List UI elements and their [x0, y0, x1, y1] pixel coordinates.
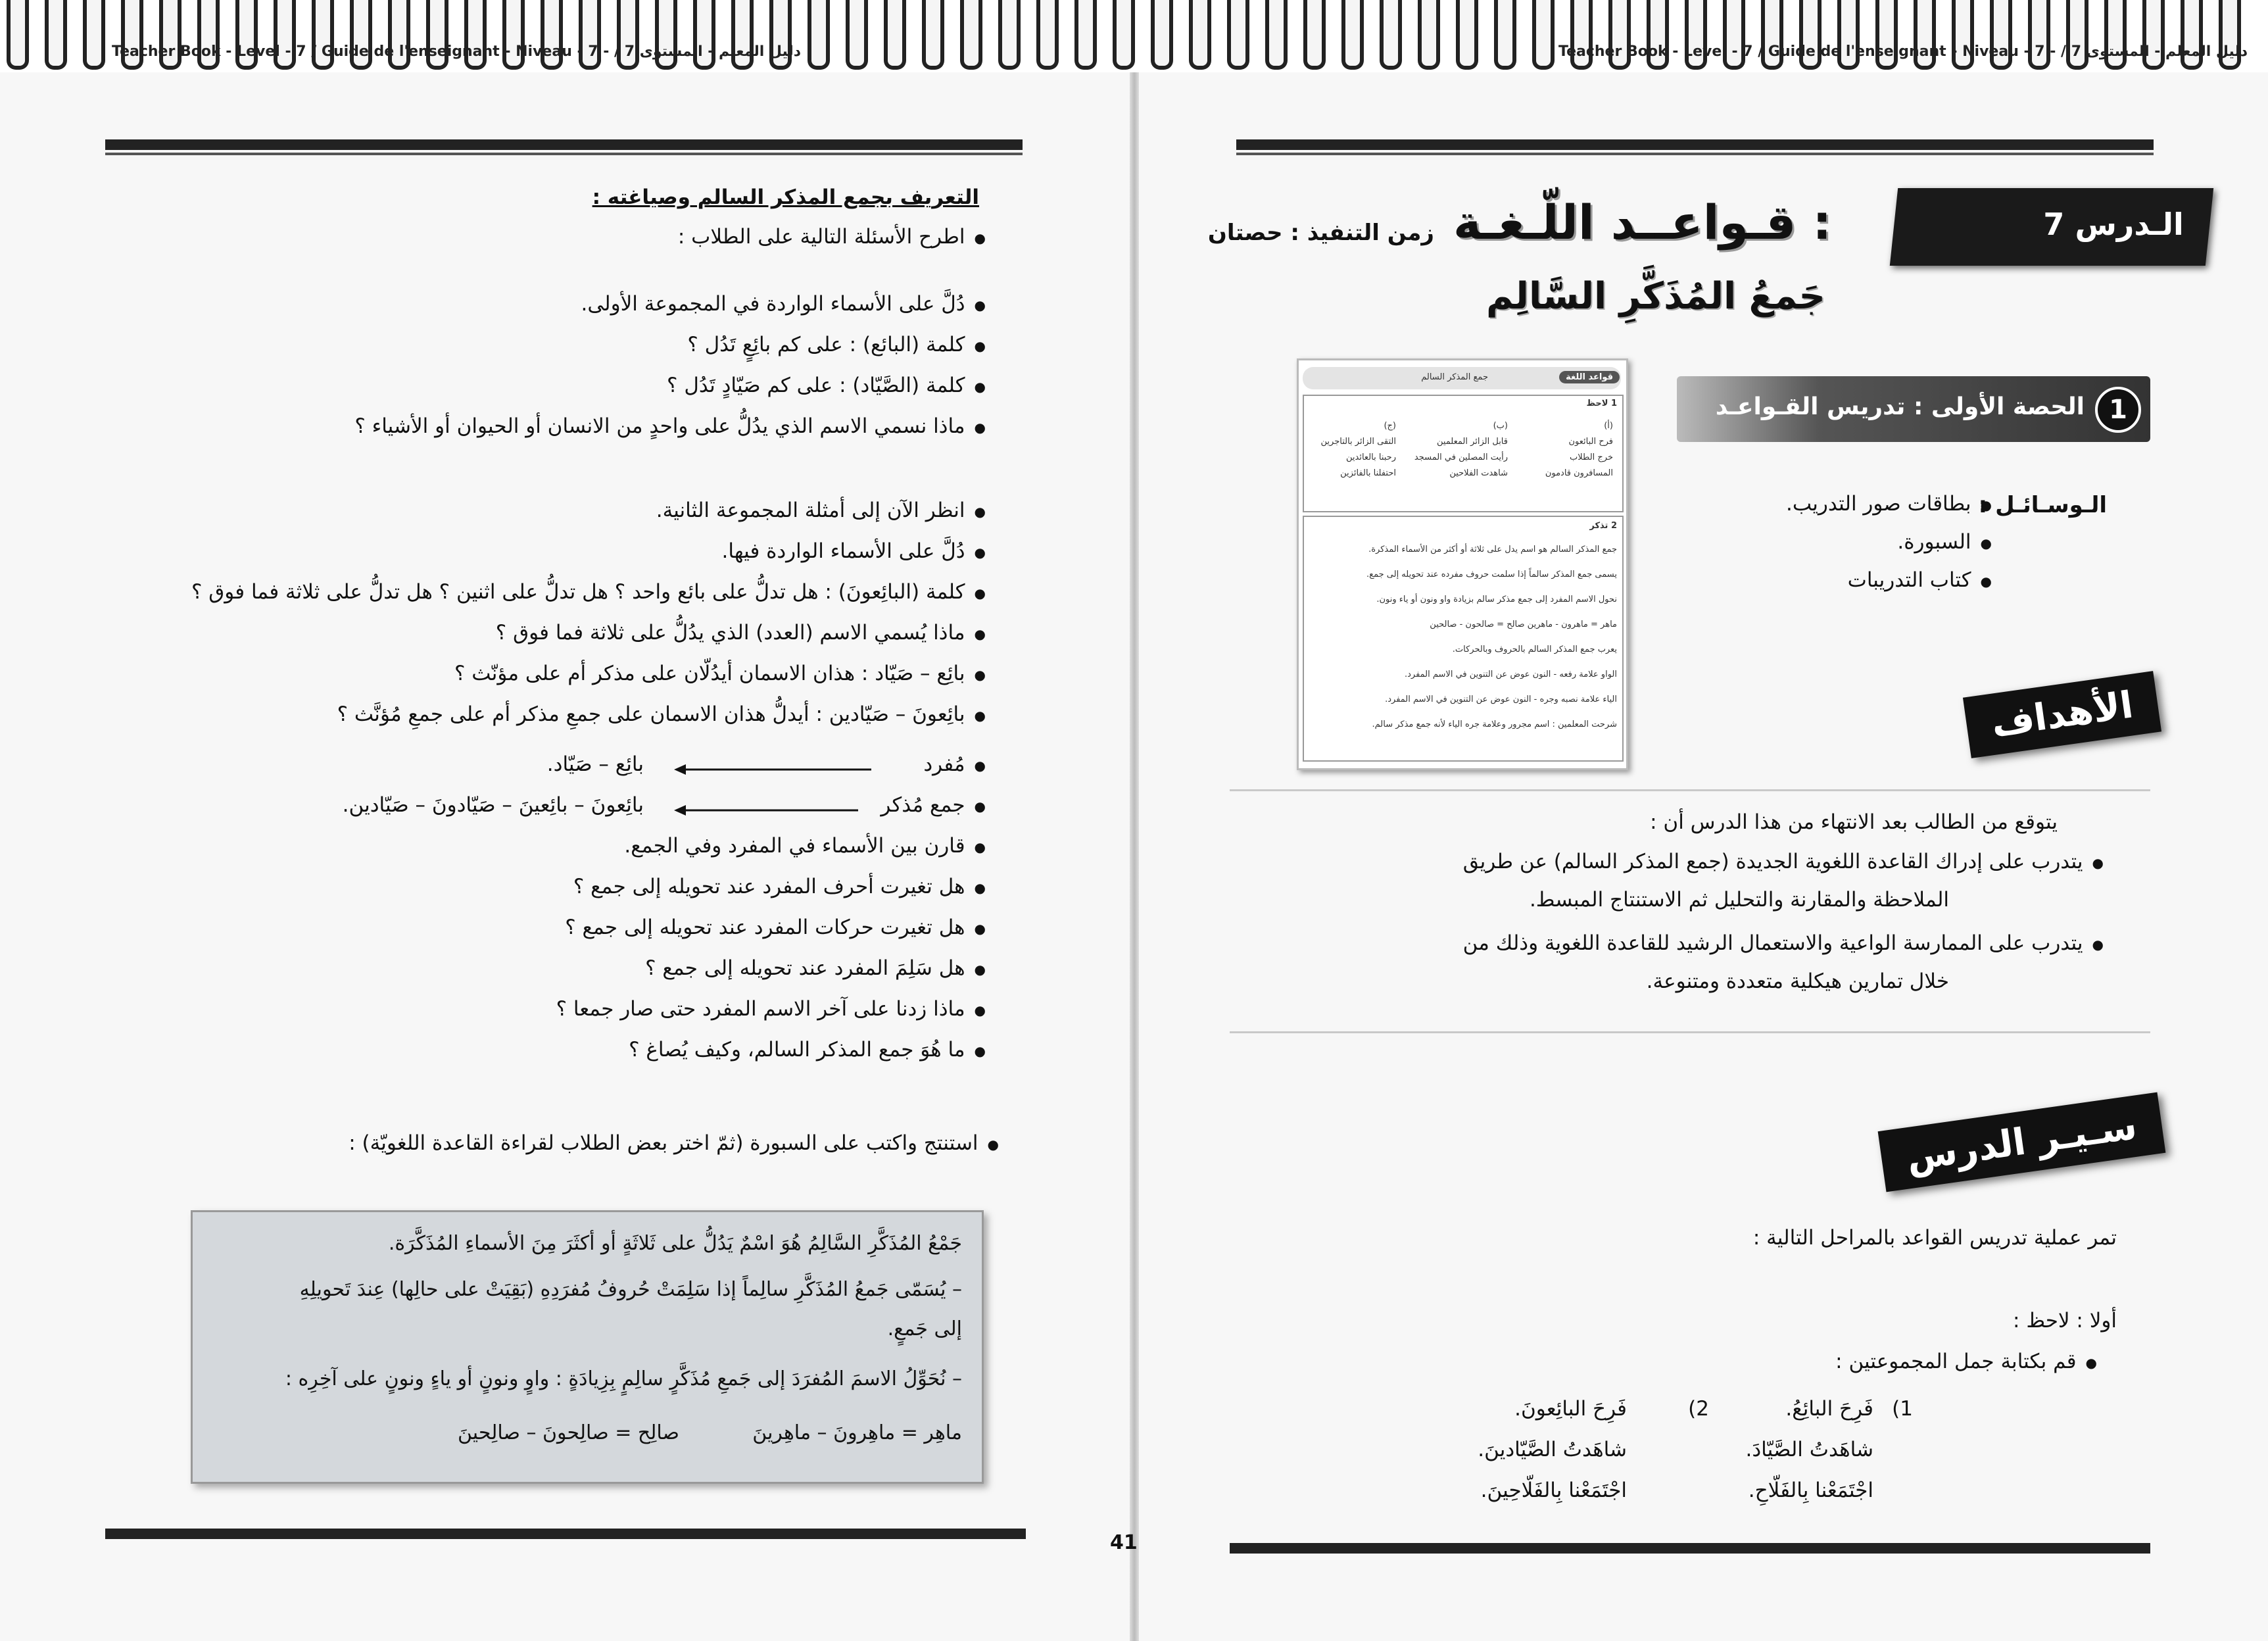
spiral-ring: [1189, 0, 1211, 70]
spiral-ring: [45, 0, 67, 70]
rule-box: [191, 1210, 984, 1484]
spiral-ring: [884, 0, 906, 70]
page-number: 41: [1110, 1531, 1138, 1554]
goal-item: ● يتدرب على إدراك القاعدة اللغوية الجديدة (جمع المذكر السالم) عن طريق: [1463, 850, 2104, 873]
spiral-binding: [0, 0, 2268, 72]
lesson-title: قـواعــد اللّـغـة :: [1453, 195, 1832, 250]
goals-intro: يتوقع من الطالب بعد الانتهاء من هذا الدرس أن :: [1650, 810, 2058, 834]
spiral-ring: [1113, 0, 1135, 70]
spiral-ring: [1036, 0, 1059, 70]
question-item: ● انظر الآن إلى أمثلة المجموعة الثانية.: [656, 499, 986, 522]
spiral-ring: [1456, 0, 1478, 70]
lesson-number-tab: الـدرس 7: [1890, 188, 2213, 266]
session-banner: [1677, 376, 2150, 442]
spiral-ring: [1151, 0, 1173, 70]
right-header-rule: [1236, 139, 2154, 150]
group1-sentence: شاهَدتُ الصَّيّادَ.: [1745, 1438, 1873, 1461]
tools-label: الـوسـائـل :: [1978, 492, 2107, 518]
plural-label: ● جمع مُذكر: [881, 793, 986, 817]
rule-example: صالِح = صالِحونَ – صالِحينَ: [457, 1421, 679, 1444]
spiral-ring: [998, 0, 1021, 70]
divider: [1230, 1031, 2150, 1033]
question-item: ● بائِعونَ – صَيّادين : أيدلُّ هذان الاسمان على جمعِ مذكر أم على جمعِ مُؤنَّث ؟: [337, 702, 986, 726]
spiral-ring: [83, 0, 105, 70]
question-item: ● هل سَلِمَ المفرد عند تحويله إلى جمع ؟: [645, 956, 986, 980]
question-item: ● هل تغيرت حركات المفرد عند تحويله إلى جمع ؟: [565, 916, 986, 939]
spiral-ring: [1532, 0, 1555, 70]
goal-item: ● يتدرب على الممارسة الواعية والاستعمال الرشيد للقاعدة اللغوية وذلك من: [1463, 931, 2104, 955]
section-heading: التعريف بجمع المذكر السالم وصياغته :: [592, 185, 979, 209]
spiral-ring: [922, 0, 944, 70]
session-number: 1: [2095, 387, 2141, 433]
spiral-ring: [1341, 0, 1364, 70]
question-item: ● كلمة (البائِعونَ) : هل تدلُّ على بائع واحد ؟ هل تدلُّ على اثنين ؟ هل تدلُّ على ثلاثة فما فوق ؟: [191, 580, 986, 604]
group1-sentence: اجْتَمَعْنا بِالفَلّاحِ.: [1748, 1479, 1873, 1502]
right-footer-rule: [1230, 1543, 2150, 1554]
question-item: ● كلمة (الصَّيّاد) : على كم صَيّادٍ تَدُل ؟: [667, 374, 986, 397]
question-item: ● كلمة (البائع) : على كم بائِعٍ تَدُل ؟: [687, 333, 986, 356]
conclude-instruction: ● استنتج واكتب على السبورة (ثمّ اختر بعض الطلاب لقراءة القاعدة اللغويّة) :: [349, 1131, 999, 1155]
question-item: ● ماذا زدنا على آخر الاسم المفرد حتى صار جمعا ؟: [556, 997, 986, 1021]
page-gutter: [1130, 72, 1139, 1641]
question-item: ● ما هُوَ جمع المذكر السالم، وكيف يُصاغ ؟: [629, 1038, 986, 1062]
ask-instruction: ● اطرح الأسئلة التالية على الطلاب :: [678, 225, 986, 249]
tool-item: ● كتاب التدريبات: [1848, 568, 1992, 592]
spiral-ring: [1418, 0, 1440, 70]
group2-sentence: فَرِحَ البائِعونَ.: [1514, 1397, 1627, 1421]
group2-sentence: شاهَدتُ الصَّيّادينَ.: [1478, 1438, 1627, 1461]
arrow-icon: [674, 762, 871, 777]
group2-number: 2): [1688, 1397, 1709, 1421]
rule-line: إلى جَمعٍ.: [887, 1317, 962, 1340]
write-groups-instruction: ● قم بكتابة جمل المجموعتين :: [1835, 1350, 2097, 1373]
spiral-ring: [846, 0, 868, 70]
session-label: الحصة الأولى : تدريس القـواعـد: [1715, 393, 2085, 420]
question-item: ● ماذا يُسمي الاسم (العدد) الذي يدُلُّ على ثلاثة فما فوق ؟: [496, 621, 986, 645]
goals-stamp: الأهداف: [1963, 671, 2161, 758]
question-item: ● دُلَّ على الأسماء الواردة فيها.: [722, 539, 986, 563]
question-item: ● ماذا نسمي الاسم الذي يدُلُّ على واحدٍ من الانسان أو الحيوان أو الأشياء ؟: [354, 414, 986, 438]
left-page-header: Teacher Book - Level - 7 / Guide de l'enseignant - Niveau - 7 - / دليل المعلم - المستوى 7: [112, 43, 802, 60]
singular-label: ● مُفرد: [923, 752, 986, 776]
question-item: ● دُلَّ على الأسماء الواردة في المجموعة الأولى.: [581, 292, 986, 316]
tool-item: ● بطاقات صور التدريب.: [1786, 492, 1992, 516]
right-header-rule-thin: [1236, 153, 2154, 155]
group1-sentence: فَرِحَ البائِعُ.: [1785, 1397, 1873, 1421]
spiral-ring: [7, 0, 29, 70]
spiral-ring: [1303, 0, 1326, 70]
group1-number: 1): [1892, 1397, 1913, 1421]
divider: [1230, 789, 2150, 791]
process-intro: تمر عملية تدريس القواعد بالمراحل التالية :: [1752, 1226, 2117, 1250]
rule-example: ماهِر = ماهِرونَ – ماهِرينَ: [752, 1421, 962, 1444]
plural-value: بائِعونَ – بائِعينَ – صَيّادونَ – صَيّادين.: [342, 793, 644, 817]
spiral-ring: [1074, 0, 1097, 70]
spiral-ring: [1265, 0, 1288, 70]
spiral-ring: [960, 0, 982, 70]
left-header-rule-thin: [105, 153, 1023, 155]
step-observe: أولا : لاحظ :: [2013, 1309, 2117, 1333]
textbook-page-thumbnail: قواعد اللغة جمع المذكر السالم 1 لاحظ (أ) فرح البائعون خرج الطلاب المسافرون قادمون (ب) قابل الزائر المعلمين رأيت المصلين في المسجد شاهدت الفلاحين (ج) التقى الزائر بالتاجرين رحبنا بالعائدين احتفلنا بالفائزين 2 تذكر جمع المذكر السالم هو اسم يدل على ثلاثة أو أكثر من الأسماء المذكرة. يسمى جمع المذكر سالماً إذا سلمت حروف مفرده عند تحويله إلى جمع. نحول الاسم المفرد إلى جمع مذكر سالم بزيادة واو ونون أو ياء ونون. ماهر = ماهرون - ماهرين صالح = صالحون - صالحين يعرب جمع المذكر السالم بالحروف وبالحركات. الواو علامة رفعه - النون عوض عن التنوين في الاسم المفرد. الياء علامة نصبه وجره - النون عوض عن التنوين في الاسم المفرد. شرحت المعلمين : اسم مجرور وعلامة جره الياء لأنه جمع مذكر سالم.: [1297, 358, 1628, 770]
goal-item-cont: خلال تمارين هيكلية متعددة ومتنوعة.: [1646, 969, 1949, 993]
lesson-duration: زمن التنفيذ : حصتان: [1207, 220, 1434, 246]
lesson-subtitle: جَمعُ المُذَكَّرِ السَّالِم: [1486, 275, 1825, 318]
arrow-icon: [674, 802, 858, 818]
group2-sentence: اجْتَمَعْنا بِالفَلّاحِينَ.: [1480, 1479, 1627, 1502]
question-item: ● بائِع – صَيّاد : هذان الاسمان أيدُلّان على مذكر أم على مؤنّث ؟: [454, 662, 986, 685]
question-item: ● هل تغيرت أحرف المفرد عند تحويله إلى جمع ؟: [573, 875, 986, 898]
left-footer-rule: [105, 1529, 1026, 1539]
singular-value: بائِع – صَيّاد.: [546, 752, 644, 776]
tool-item: ● السبورة.: [1897, 530, 1992, 554]
spiral-ring: [1380, 0, 1402, 70]
left-header-rule: [105, 139, 1023, 150]
rule-line: – نُحَوِّلُ الاسمَ المُفرَدَ إلى جَمعِ مُذَكَّرٍ سالِمٍ بِزِيادَةٍ : واوٍ ونونٍ أو ياءٍ ونونٍ على آخِرِه :: [285, 1367, 962, 1390]
question-item: ● قارن بين الأسماء في المفرد وفي الجمع.: [624, 834, 986, 858]
lesson-process-stamp: سـيـر الدرس: [1878, 1092, 2165, 1192]
spiral-ring: [1227, 0, 1249, 70]
rule-line: – يُسَمّى جَمعُ المُذَكَّرِ سالِماً إذا سَلِمَتْ حُروفُ مُفرَدِهِ (بَقِيَتْ على حالِها) عِندَ تَحويلِهِ: [299, 1278, 962, 1301]
goal-item-cont: الملاحظة والمقارنة والتحليل ثم الاستنتاج المبسط.: [1529, 888, 1949, 912]
right-page-header: Teacher Book - Level - 7 / Guide de l'enseignant - Niveau - 7 - / دليل المعلم - المستوى 7: [1558, 43, 2248, 60]
spiral-ring: [1494, 0, 1516, 70]
rule-line: جَمْعُ المُذَكَّرِ السَّالِمُ هُوَ اسْمٌ يَدُلُّ على ثَلاثَةٍ أو أكثَرَ مِنَ الأسماءِ المُذَكَّرَة.: [388, 1232, 962, 1255]
spiral-ring: [808, 0, 830, 70]
